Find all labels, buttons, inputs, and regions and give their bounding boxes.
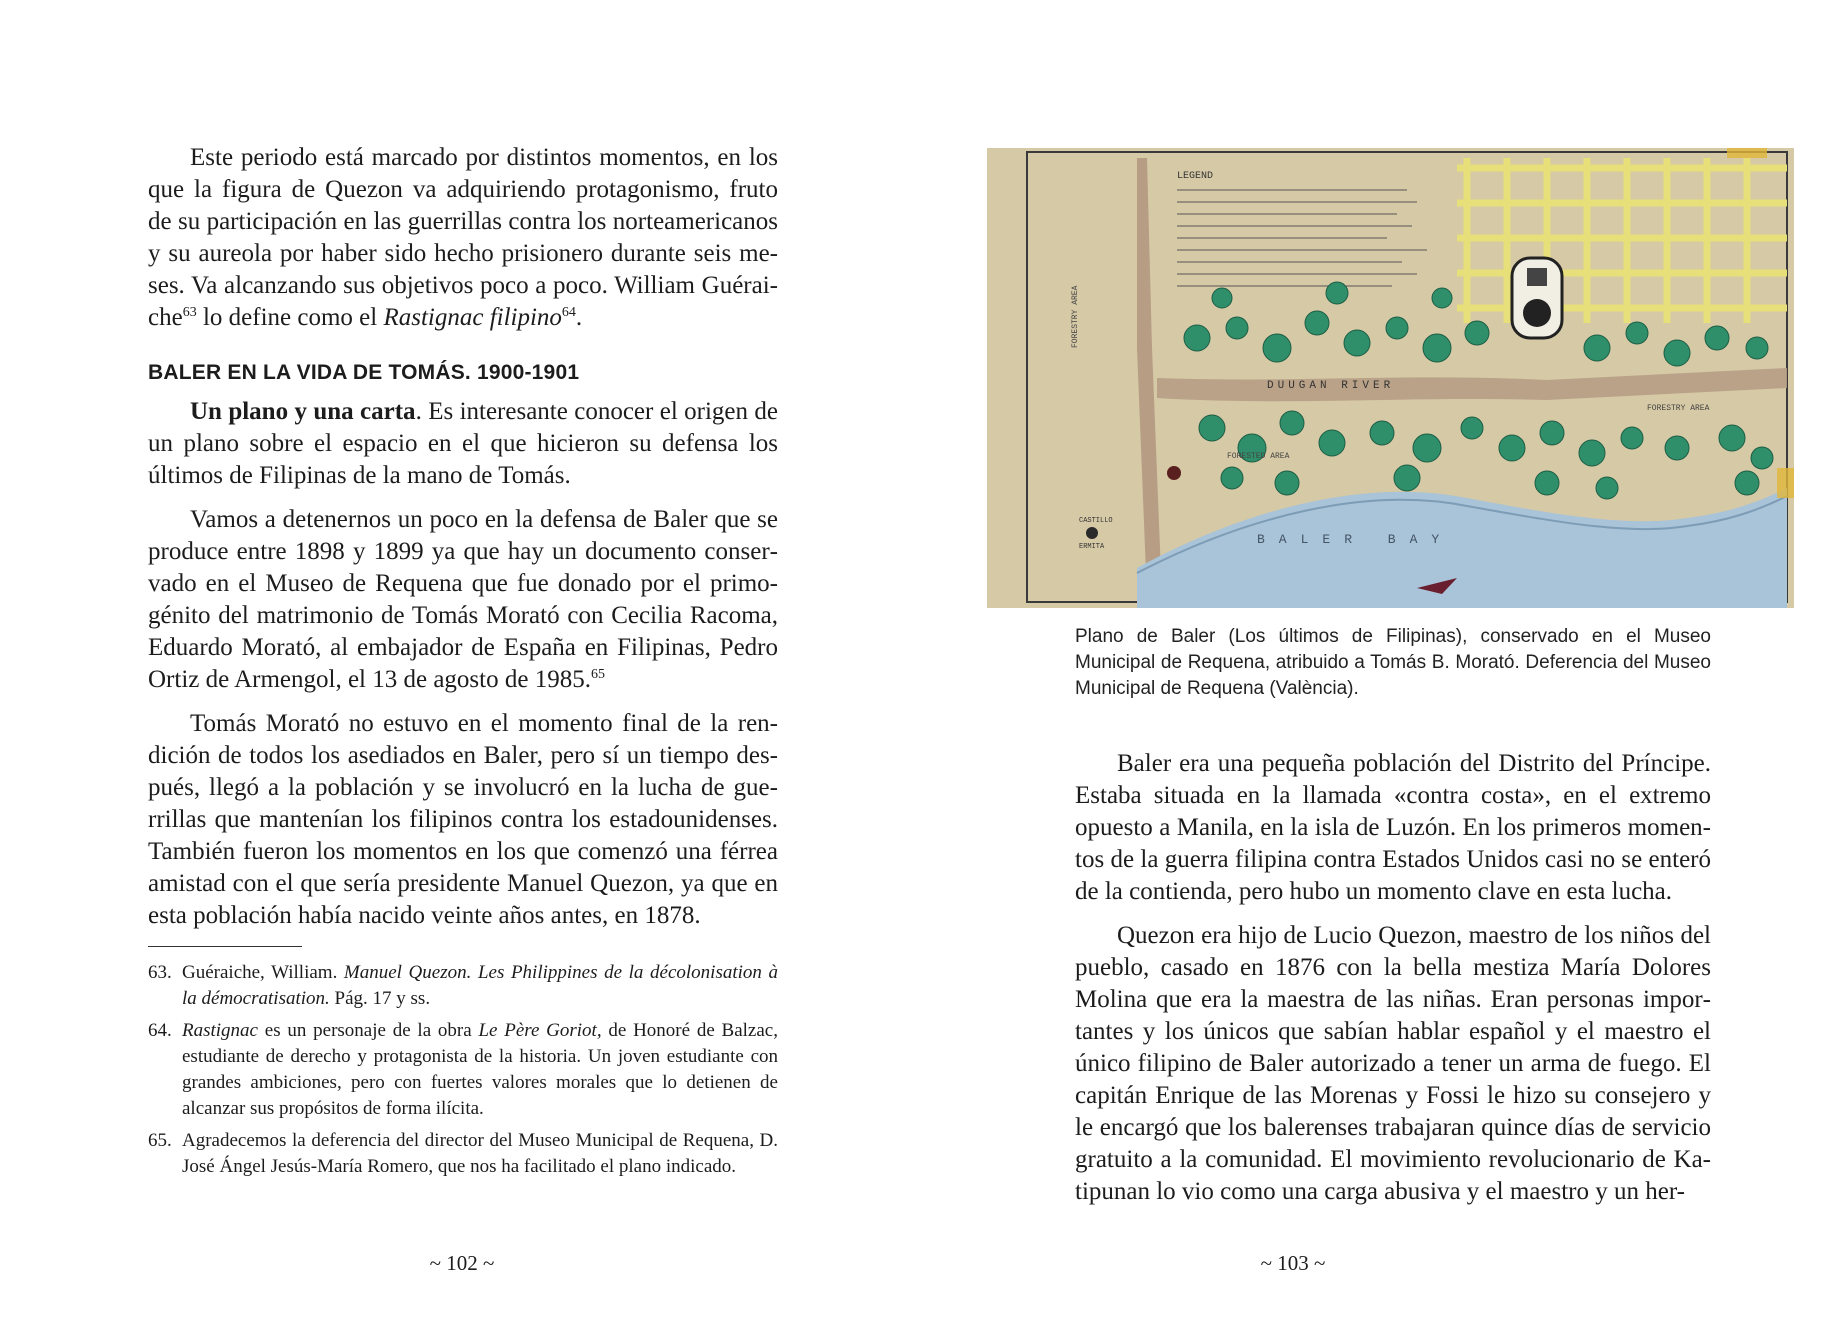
footnote-number: 65. bbox=[148, 1130, 172, 1151]
map-bay-label: BALER BAY bbox=[1257, 532, 1454, 547]
page-number: ~ 103 ~ bbox=[1260, 1251, 1326, 1275]
paragraph-text: Vamos a detenernos un poco en la defensa de Baler que se produce entre 1898 y 1899 ya que hay un documento conservado en el Museo de Requena que fue donado por el primogénito del matrimonio de Tomás Morató con Cecilia Racoma, Eduardo Morató, al embajador de España en Filipinas, Pedro Ortiz de Armengol, el 13 de agosto de 1985. bbox=[148, 506, 778, 693]
italic-term: Rastignac filipino bbox=[383, 304, 562, 331]
footnote-text bbox=[182, 960, 778, 1012]
paragraph-plano-carta bbox=[148, 396, 778, 492]
page-number: ~ 102 ~ bbox=[429, 1251, 495, 1275]
paragraph-quezon-familia: Quezon era hijo de Lucio Quezon, maestro de los niños del pueblo, casado en 1876 con la bella mestiza María Dolores Molina que era la maestra de las niñas. Eran personas importantes y los únicos que sabían hablar español y el maestro el único filipino de Baler autorizado a tener un arma de fuego. El capitán Enrique de las Morenas y Fossi le hizo su consejero y le encargó que los balerenses trabajaran quince días de servicio gratuito a la comunidad. El movimiento revolucionario de Katipunan lo vio como una carga abusiva y el maestro y un her- bbox=[1075, 922, 1711, 1205]
footnote-italic-title: Manuel Quezon. Les Philippines de la décolonisation à la démocratisation. bbox=[182, 962, 778, 1009]
map-area-label: FORESTRY AREA bbox=[1071, 285, 1080, 348]
footnote-ref-65[interactable]: 65 bbox=[590, 667, 605, 682]
footnote-ref-63[interactable]: 63 bbox=[182, 305, 197, 320]
footnote-ref-64[interactable]: 64 bbox=[561, 305, 576, 320]
map-church bbox=[1512, 258, 1562, 338]
map-castillo-marker bbox=[1167, 466, 1181, 480]
map-river-label: DUUGAN RIVER bbox=[1267, 380, 1395, 392]
paragraph-baler-poblacion: Baler era una pequeña población del Distrito del Príncipe. Estaba situada en la llamada «contra costa», en el extremo opuesto a Manila, en la isla de Luzón. En los primeros momentos de la guerra filipina contra Estados Unidos casi no se enteró de la contienda, pero hubo un momento clave en esta lucha. bbox=[1075, 750, 1711, 905]
footnote-text-run: Guéraiche, William. bbox=[182, 962, 344, 983]
map-area-label: FORESTED AREA bbox=[1227, 452, 1290, 461]
map-tape bbox=[1727, 148, 1767, 158]
section-heading: BALER EN LA VIDA DE TOMÁS. 1900-1901 bbox=[148, 361, 580, 384]
paragraph-quezon-protagonism bbox=[148, 142, 778, 334]
left-text-column bbox=[148, 142, 778, 944]
figure-caption: Plano de Baler (Los últimos de Filipinas), conservado en el Museo Municipal de Requena, atribuido a Tomás B. Morató. Deferencia del Museo Municipal de Requena (València). bbox=[1075, 626, 1711, 699]
map-castillo-label: CASTILLO bbox=[1079, 517, 1113, 525]
right-text-column bbox=[1075, 748, 1711, 1220]
footnote-65 bbox=[148, 1128, 778, 1180]
baler-map-figure bbox=[987, 148, 1794, 608]
left-page bbox=[0, 0, 915, 1329]
footnote-text: Agradecemos la deferencia del director del Museo Municipal de Requena, D. José Ángel Jesús-María Romero, que nos ha facilitado el plano indicado. bbox=[182, 1130, 778, 1177]
footnote-text bbox=[182, 1018, 778, 1122]
footnote-number: 64. bbox=[148, 1020, 172, 1041]
footnote-text-run: es un personaje de la obra bbox=[258, 1020, 479, 1041]
footnote-text-run: Pág. 17 y ss. bbox=[329, 988, 431, 1009]
map-ermita-label: ERMITA bbox=[1079, 543, 1105, 551]
map-tape bbox=[1777, 468, 1794, 498]
baler-map-image bbox=[987, 148, 1794, 608]
paragraph-text: . bbox=[575, 304, 583, 331]
paragraph-text: . Es interesante conocer el origen de un plano sobre el espacio en el que hicieron su defensa los últimos de Filipinas de la mano de Tomás. bbox=[148, 398, 778, 489]
svg-text:LEGEND: LEGEND bbox=[1177, 171, 1214, 182]
footnote-divider bbox=[148, 946, 302, 947]
footnote-italic-title: Rastignac bbox=[182, 1020, 258, 1041]
run-in-heading: Un plano y una carta bbox=[190, 398, 416, 425]
footnote-64 bbox=[148, 1018, 778, 1122]
map-castillo-marker bbox=[1086, 527, 1098, 539]
footnote-text-run: de Honoré de Balzac, estudiante de derecho y protagonista de la historia. Un joven estudiante con grandes ambiciones, pero con fuertes valores morales que lo detienen de alcanzar sus propósitos de forma ilícita. bbox=[182, 1020, 778, 1119]
footnote-italic-title: Le Père Goriot, bbox=[478, 1020, 602, 1041]
right-page bbox=[915, 0, 1831, 1329]
footnote-63 bbox=[148, 960, 778, 1012]
paragraph-text: Este periodo está marcado por distintos momentos, en los que la figura de Quezon va adquiriendo protagonismo, fruto de su participación en las guerrillas contra los norteamericanos y su aureola por haber sido hecho prisionero durante seis meses. Va alcanzando sus objetivos poco a poco. William Guéraiche bbox=[148, 144, 778, 331]
paragraph-morato-rendicion: Tomás Morató no estuvo en el momento final de la rendición de todos los asediados en Baler, pero sí un tiempo después, llegó a la población y se involucró en la lucha de guerrillas que mantenían los filipinos contra los estadounidenses. También fueron los momentos en los que comenzó una férrea amistad con el que sería presidente Manuel Quezon, ya que en esta población había nacido veinte años antes, en 1878. bbox=[148, 710, 778, 929]
map-area-label: FORESTRY AREA bbox=[1647, 404, 1710, 413]
paragraph-defensa-baler bbox=[148, 504, 778, 696]
paragraph-text: lo define como el bbox=[196, 304, 384, 331]
footnotes bbox=[148, 960, 778, 1186]
footnote-number: 63. bbox=[148, 962, 172, 983]
